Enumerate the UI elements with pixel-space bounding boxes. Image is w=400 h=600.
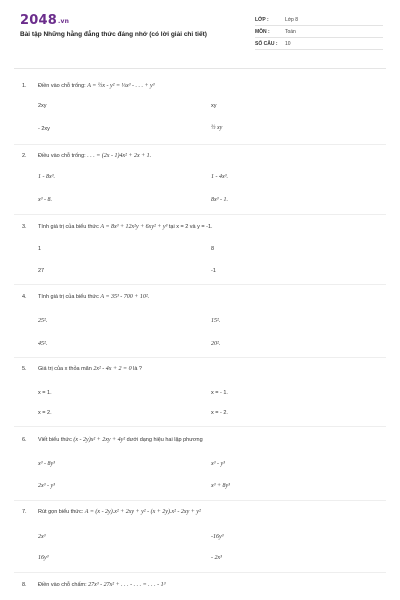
question-number: 5. [22, 366, 27, 372]
option-a[interactable]: 2x³ [38, 534, 46, 540]
option-a[interactable]: x³ - 8y³ [38, 461, 55, 467]
question-math: A = ½x - y² = ⅓x³ - . . . + y³ [87, 83, 155, 89]
question-text [38, 224, 213, 230]
meta-row-count [255, 38, 383, 50]
option-c[interactable]: 45². [38, 341, 48, 347]
header [0, 0, 400, 62]
option-b[interactable]: 15². [211, 318, 221, 324]
question-text [38, 437, 203, 443]
meta-value: Toán [285, 29, 296, 35]
question-math: A = 35³ - 700 + 10². [100, 294, 150, 300]
question-prompt: Tính giá trị của biểu thức [38, 294, 101, 300]
question-math: A = 8x³ + 12x²y + 6xy² + y³ [100, 224, 168, 230]
question-prompt: Điền vào chỗ chấm: [38, 582, 89, 588]
question-prompt: Điền vào chỗ trống: [38, 83, 88, 89]
option-b[interactable]: x³ - y³ [211, 461, 225, 467]
meta-table [255, 14, 383, 50]
logo-text: 2048 [20, 13, 57, 28]
question-divider [14, 357, 386, 358]
question-suffix: dưới dạng hiệu hai lập phương [125, 437, 203, 443]
question-number: 3. [22, 224, 27, 230]
question-divider [14, 426, 386, 427]
header-divider [14, 68, 386, 69]
meta-value: Lớp 8 [285, 17, 299, 23]
question-prompt: Tính giá trị của biểu thức [38, 224, 101, 230]
question-divider [14, 144, 386, 145]
question-suffix: là ? [131, 366, 142, 372]
question-number: 4. [22, 294, 27, 300]
question-number: 1. [22, 83, 27, 89]
meta-value: 10 [285, 41, 291, 47]
option-d[interactable]: ½ xy [211, 125, 223, 131]
question-text [38, 83, 154, 89]
question-math: 27x³ - 27x² + . . . - . . . = . . . - 1³ [88, 582, 166, 588]
option-c[interactable]: - 2xy [38, 126, 50, 132]
question-math: A = (x - 2y).x² + 2xy + y² - (x + 2y).x² - 2xy + y² [84, 509, 201, 515]
option-a[interactable]: 25². [38, 318, 48, 324]
question-number: 8. [22, 582, 27, 588]
option-c[interactable]: 16y³ [38, 555, 49, 561]
option-d[interactable]: - 2x³ [211, 555, 222, 561]
option-a[interactable]: x = 1. [38, 390, 52, 396]
option-d[interactable]: 8x³ - 1. [211, 197, 228, 203]
question-divider [14, 214, 386, 215]
option-a[interactable]: 2xy [38, 103, 47, 109]
question-text [38, 294, 149, 300]
option-b[interactable]: x = - 1. [211, 390, 228, 396]
option-d[interactable]: 20². [211, 341, 221, 347]
question-prompt: Rút gọn biểu thức: [38, 509, 85, 515]
question-number: 6. [22, 437, 27, 443]
meta-row-class [255, 14, 383, 26]
question-math: . . . = (2x - 1)4x² + 2x + 1. [87, 153, 152, 159]
question-math: 2x² - 4x + 2 = 0 [93, 366, 132, 372]
option-d[interactable]: -1 [211, 268, 216, 274]
site-logo[interactable] [20, 13, 69, 28]
option-b[interactable]: xy [211, 103, 217, 109]
question-number: 2. [22, 153, 27, 159]
meta-key: LỚP : [255, 17, 269, 23]
option-b[interactable]: -16y³ [211, 534, 224, 540]
option-c[interactable]: 27 [38, 268, 45, 274]
option-d[interactable]: x = - 2. [211, 410, 228, 416]
meta-key: SỐ CÂU : [255, 41, 278, 47]
question-prompt: Viết biểu thức [38, 437, 74, 443]
question-text [38, 153, 151, 159]
option-a[interactable]: 1 [38, 246, 42, 252]
question-suffix: tại x = 2 và y = -1. [167, 224, 213, 230]
logo-suffix: .vn [57, 18, 70, 25]
question-divider [14, 284, 386, 285]
option-b[interactable]: 8 [211, 246, 215, 252]
option-c[interactable]: x³ - 8. [38, 197, 52, 203]
page-title: Bài tập Những hằng đẳng thức đáng nhớ (có lời giải chi tiết) [20, 31, 207, 38]
question-text [38, 509, 201, 515]
option-a[interactable]: 1 - 8x³. [38, 174, 55, 180]
question-divider [14, 500, 386, 501]
question-text [38, 366, 142, 372]
question-math: (x - 2y)x² + 2xy + 4y² [73, 437, 126, 443]
option-c[interactable]: 2x³ - y³ [38, 483, 55, 489]
meta-row-subject [255, 26, 383, 38]
question-number: 7. [22, 509, 27, 515]
question-prompt: Giá trị của x thỏa mãn [38, 366, 94, 372]
question-prompt: Điều vào chỗ trống: [38, 153, 88, 159]
option-c[interactable]: x = 2. [38, 410, 52, 416]
option-d[interactable]: x³ + 8y³ [211, 483, 230, 489]
meta-key: MÔN : [255, 29, 270, 35]
question-divider [14, 572, 386, 573]
option-b[interactable]: 1 - 4x³. [211, 174, 228, 180]
question-text [38, 582, 165, 588]
